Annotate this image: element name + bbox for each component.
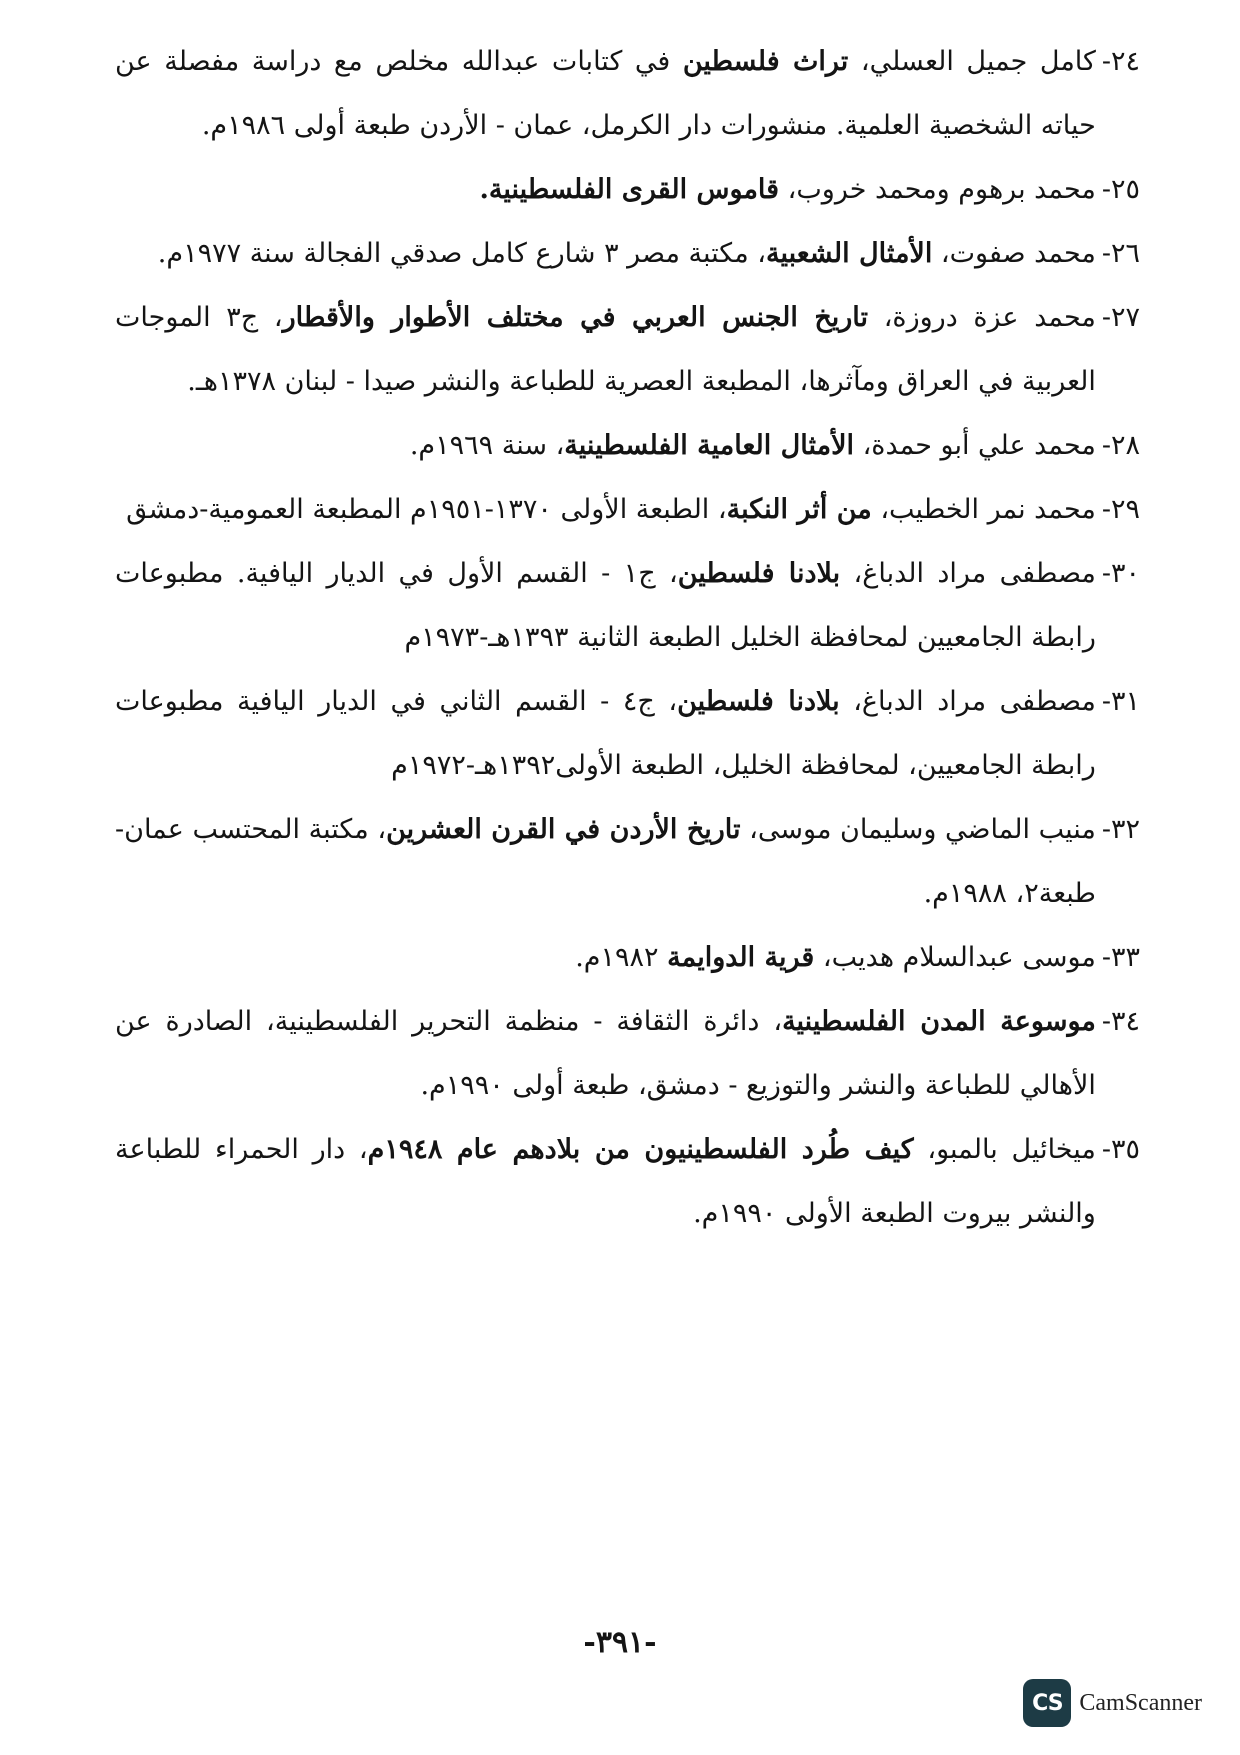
- bibliography-entry-29: [115, 478, 1140, 542]
- entry-author: ميخائيل بالمبو،: [913, 1134, 1096, 1165]
- entry-text: [115, 222, 1096, 286]
- entry-details: ، مكتبة المحتسب عمان- طبعة٢، ١٩٨٨م.: [115, 814, 1096, 909]
- entry-title: الأمثال العامية الفلسطينية: [564, 430, 854, 461]
- bibliography-entry-27: [115, 286, 1140, 414]
- camscanner-logo-icon: CS: [1023, 1679, 1071, 1727]
- entry-details: ١٩٨٢م.: [575, 942, 668, 973]
- entry-number: ٢٥-: [1101, 174, 1140, 205]
- entry-number: ٢٧-: [1101, 302, 1140, 333]
- camscanner-watermark: [1023, 1679, 1202, 1727]
- camscanner-brand-text: CamScanner: [1079, 1689, 1202, 1716]
- entry-details: ، دار الحمراء للطباعة والنشر بيروت الطبعة الأولى ١٩٩٠م.: [115, 1134, 1096, 1229]
- entry-details: ، الطبعة الأولى ١٣٧٠-١٩٥١م المطبعة العمومية-دمشق: [126, 494, 727, 525]
- bibliography-entry-31: [115, 670, 1140, 798]
- bibliography-list: [115, 30, 1140, 1246]
- entry-author: مصطفى مراد الدباغ،: [839, 686, 1096, 717]
- bibliography-entry-28: [115, 414, 1140, 478]
- entry-author: محمد برهوم ومحمد خروب،: [779, 174, 1096, 205]
- bibliography-entry-34: [115, 990, 1140, 1118]
- entry-title: من أثر النكبة: [726, 494, 872, 525]
- entry-text: [115, 158, 1096, 222]
- entry-details: ، ج٤ - القسم الثاني في الديار اليافية مطبوعات رابطة الجامعيين، لمحافظة الخليل، الطبعة الأولى١٣٩٢هـ-١٩٧٢م: [115, 686, 1096, 781]
- entry-title: الأمثال الشعبية: [765, 238, 933, 269]
- bibliography-entry-33: [115, 926, 1140, 990]
- entry-details: ، سنة ١٩٦٩م.: [409, 430, 565, 461]
- entry-number: ٣٣-: [1101, 942, 1140, 973]
- entry-text: [115, 670, 1096, 798]
- entry-text: [115, 798, 1096, 926]
- bibliography-entry-26: [115, 222, 1140, 286]
- entry-author: محمد نمر الخطيب،: [871, 494, 1096, 525]
- entry-author: كامل جميل العسلي،: [848, 46, 1096, 77]
- entry-title: قرية الدوايمة: [667, 942, 815, 973]
- entry-number: ٢٩-: [1101, 494, 1140, 525]
- entry-author: محمد علي أبو حمدة،: [854, 430, 1096, 461]
- bibliography-entry-24: [115, 30, 1140, 158]
- bibliography-entry-30: [115, 542, 1140, 670]
- entry-text: [115, 1118, 1096, 1246]
- entry-author: محمد عزة دروزة،: [868, 302, 1096, 333]
- entry-number: ٣٥-: [1101, 1134, 1140, 1165]
- entry-title: كيف طُرد الفلسطينيون من بلادهم عام ١٩٤٨م: [367, 1134, 914, 1165]
- entry-text: [115, 542, 1096, 670]
- bibliography-entry-32: [115, 798, 1140, 926]
- entry-details: ، ج٣ الموجات العربية في العراق ومآثرها، المطبعة العصرية للطباعة والنشر صيدا - لبنان ١٣٧٨هـ.: [115, 302, 1096, 397]
- entry-text: [115, 990, 1096, 1118]
- entry-number: ٣٢-: [1101, 814, 1140, 845]
- entry-author: موسى عبدالسلام هديب،: [814, 942, 1096, 973]
- entry-author: منيب الماضي وسليمان موسى،: [740, 814, 1096, 845]
- entry-number: ٢٤-: [1101, 46, 1140, 77]
- entry-title: موسوعة المدن الفلسطينية: [782, 1006, 1096, 1037]
- entry-number: ٣١-: [1101, 686, 1140, 717]
- entry-author: محمد صفوت،: [932, 238, 1096, 269]
- entry-number: ٣٠-: [1101, 558, 1140, 589]
- entry-details: ، مكتبة مصر ٣ شارع كامل صدقي الفجالة سنة ١٩٧٧م.: [157, 238, 766, 269]
- entry-title: تاريخ الجنس العربي في مختلف الأطوار والأقطار: [282, 302, 869, 333]
- entry-number: ٢٦-: [1101, 238, 1140, 269]
- entry-title: تاريخ الأردن في القرن العشرين: [386, 814, 741, 845]
- page-number: -٣٩١-: [583, 1625, 657, 1660]
- entry-title: بلادنا فلسطين: [677, 558, 841, 589]
- entry-text: [115, 30, 1096, 158]
- entry-text: [115, 414, 1096, 478]
- entry-title: تراث فلسطين: [682, 46, 849, 77]
- entry-details: في كتابات عبدالله مخلص مع دراسة مفصلة عن حياته الشخصية العلمية. منشورات دار الكرمل، عمان - الأردن طبعة أولى ١٩٨٦م.: [115, 46, 1096, 141]
- entry-text: [115, 286, 1096, 414]
- entry-text: [115, 926, 1096, 990]
- entry-title: بلادنا فلسطين: [677, 686, 840, 717]
- entry-details: ، ج١ - القسم الأول في الديار اليافية. مطبوعات رابطة الجامعيين لمحافظة الخليل الطبعة الثانية ١٣٩٣هـ-١٩٧٣م: [115, 558, 1096, 653]
- bibliography-entry-25: [115, 158, 1140, 222]
- entry-details: ، دائرة الثقافة - منظمة التحرير الفلسطينية، الصادرة عن الأهالي للطباعة والنشر والتوزيع - دمشق، طبعة أولى ١٩٩٠م.: [115, 1006, 1096, 1101]
- bibliography-entry-35: [115, 1118, 1140, 1246]
- entry-text: [115, 478, 1096, 542]
- entry-number: ٢٨-: [1101, 430, 1140, 461]
- entry-author: مصطفى مراد الدباغ،: [840, 558, 1096, 589]
- entry-title: قاموس القرى الفلسطينية.: [479, 174, 780, 205]
- entry-number: ٣٤-: [1101, 1006, 1140, 1037]
